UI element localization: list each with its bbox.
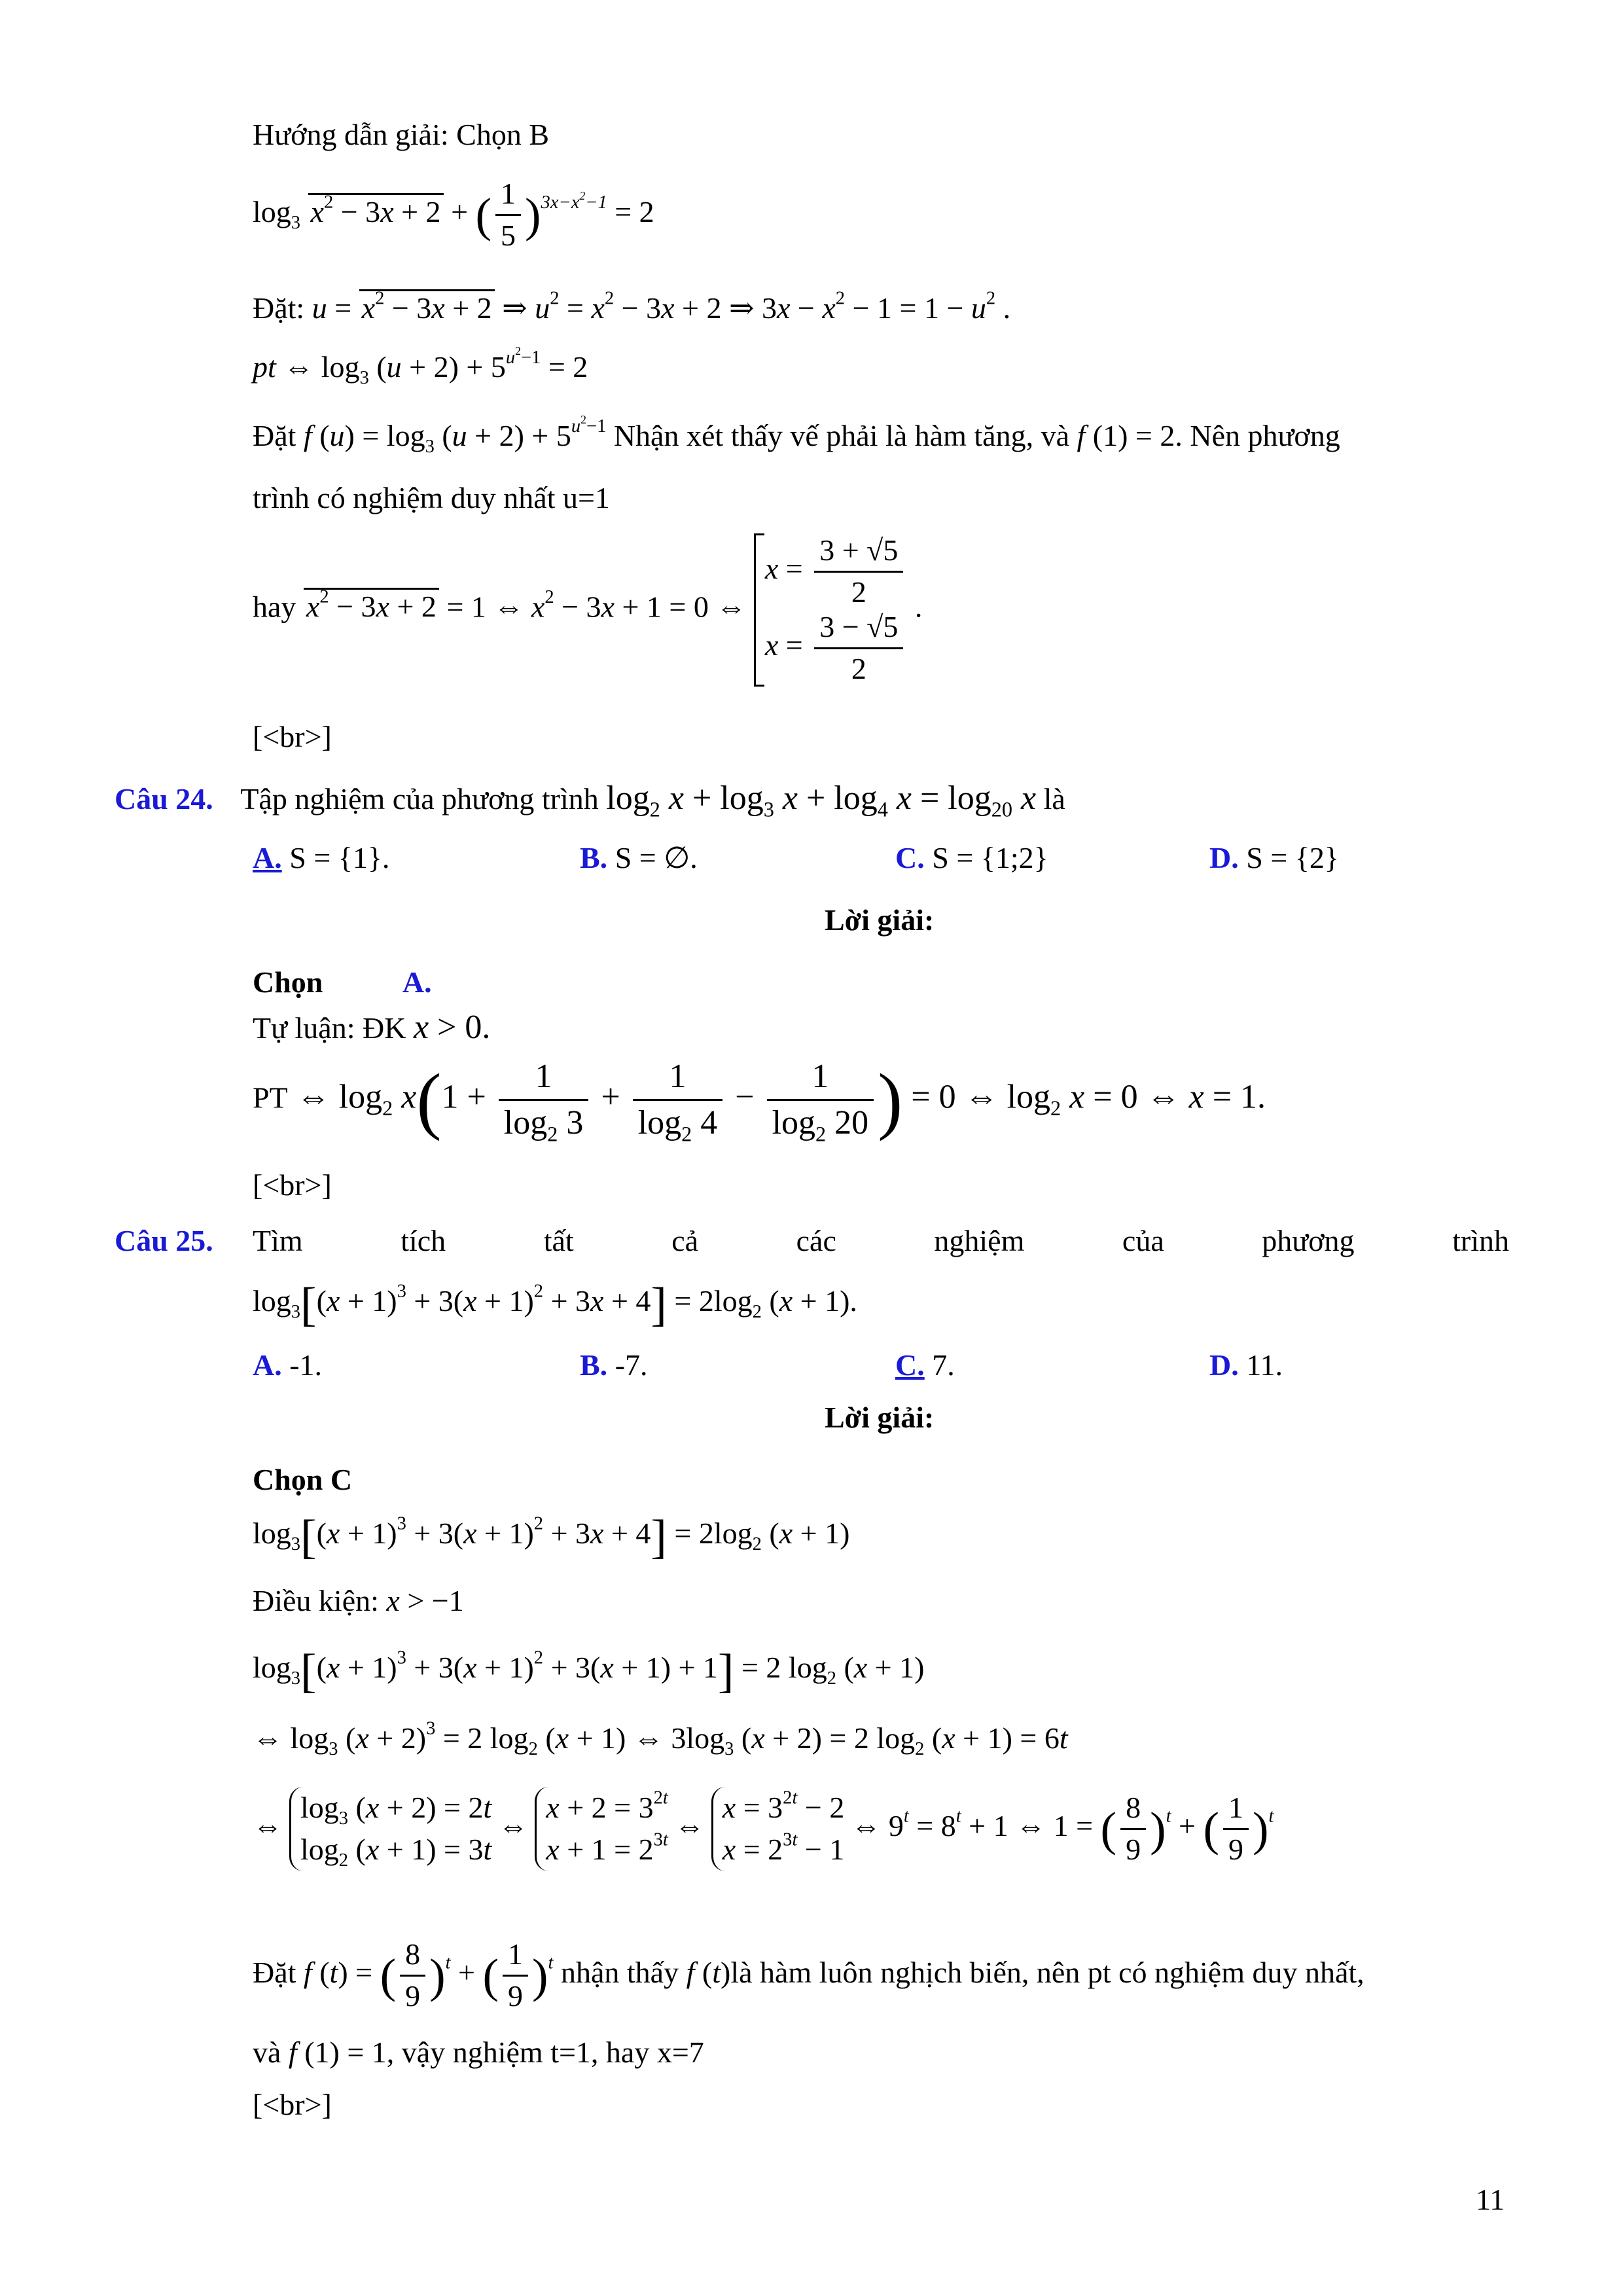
- vay-text: , vậy nghiệm t=1, hay x=7: [386, 2036, 704, 2069]
- option-letter: B.: [580, 841, 608, 874]
- tuluan-label: Tự luận: ĐK: [253, 1011, 406, 1045]
- option-d: [1209, 1348, 1283, 1383]
- option-d: [1209, 841, 1339, 876]
- rest-text: là hàm luôn nghịch biến, nên pt có nghiệm duy nhất,: [730, 1955, 1364, 1989]
- option-b: [580, 841, 698, 876]
- remark-text: Nhận xét thấy vế phải là hàm tăng, và: [613, 419, 1069, 452]
- question-24: Câu 24. Tập nghiệm của phương trình $\log_2 x + \log_3 x + \log_4 x = \log_{20} x$ là: [115, 780, 1065, 821]
- question-25-stem: [253, 1224, 1509, 1259]
- option-letter: D.: [1209, 841, 1239, 874]
- option-c: [895, 841, 1048, 876]
- step-3-system: ⇔ $\log_3 (x + 2) = 2t$ $\log_2 (x + 1) = 3t$ ⇔ $x + 2 = 3^{2t}$ $x + 1 = 2^{3t}$ ⇔ $x = 3^{2t} - 2$ $x = 2^{3t} - 1$ ⇔ $9^t = 8^t + 1$ ⇔ 1 = ( $\frac{8}{9}$ )$^t$ + ( $\frac{1}{9}$ )$^t$: [253, 1787, 1274, 1871]
- equation-pt: pt ⇔ $\log_3 (u + 2) + 5^{u^2-1} = 2$: [253, 344, 588, 388]
- question-number: Câu 24.: [115, 782, 213, 816]
- question-stem-end: là: [1043, 782, 1065, 816]
- question-stem: Tập nghiệm của phương trình: [240, 782, 599, 816]
- stem-word: nghiệm: [934, 1224, 1025, 1257]
- stem-word: của: [1122, 1224, 1164, 1257]
- stem-word: Tìm: [253, 1224, 303, 1257]
- option-letter: B.: [580, 1348, 608, 1382]
- conclusion: và f (1) = 1, vậy nghiệm t=1, hay x=7: [253, 2036, 704, 2069]
- option-text: 11.: [1246, 1348, 1283, 1382]
- equation-1: $\log_3 x^2 - 3x + 2$ + ( $\frac{1}{5}$ )$^{3x-x^2-1}$ = 2: [253, 177, 654, 252]
- pt-label: PT: [253, 1081, 288, 1115]
- option-text: S = {1}.: [289, 841, 390, 874]
- condition-line: Điều kiện: x > −1: [253, 1584, 464, 1617]
- question-number-overlay: Câu 25.: [115, 1224, 213, 1257]
- remark-continued: trình có nghiệm duy nhất u=1: [253, 481, 610, 514]
- answer-choice: [253, 965, 432, 1000]
- stem-word: phương: [1262, 1224, 1355, 1257]
- final-equation: hay $x^2 - 3x + 2 = 1$ ⇔ $x^2 - 3x + 1 = 0$ ⇔ x = $\frac{3 + √5}{2}$ x = $\frac{3 - √5}{2}$ .: [253, 533, 923, 685]
- function-definition: Đặt f (t) = ( $\frac{8}{9}$ )$^t$ + ( $\frac{1}{9}$ )$^t$ nhận thấy f (t)là hàm luôn nghịch biến, nên pt có nghiệm duy nhất,: [253, 1937, 1364, 2013]
- chon-label: Chọn: [253, 965, 323, 999]
- step-2: ⇔ $\log_3 (x + 2)^3 = 2$ $\log_2 (x + 1)$ ⇔ $3\log_3$ (x + 2) = 2 $\log_2 (x + 1) = 6t$: [253, 1718, 1068, 1759]
- option-letter: A.: [253, 841, 282, 874]
- stem-word: các: [796, 1224, 836, 1257]
- chon-value: A.: [402, 965, 432, 999]
- va-label: và: [253, 2036, 281, 2069]
- remark-text-2: . Nên phương: [1175, 419, 1340, 452]
- equation-restate: $\log_3[(x + 1)^3 + 3(x + 1)^2 + 3x + 4] = 2\log_2$ (x + 1): [253, 1509, 850, 1563]
- option-text: -7.: [615, 1348, 648, 1382]
- nhanthay-label: nhận thấy: [560, 1955, 679, 1989]
- break-marker: [<br>]: [253, 720, 332, 753]
- answer-choice: Chọn C: [253, 1463, 353, 1496]
- function-definition: Đặt f $(u) = \log_3 (u + 2) + 5^{u^2-1}$ Nhận xét thấy vế phải là hàm tăng, và f (1) = 2. Nên phương: [253, 412, 1340, 457]
- stem-word: cả: [671, 1224, 699, 1257]
- page-number: 11: [1476, 2183, 1505, 2216]
- option-c: [895, 1348, 955, 1383]
- condition-line: Tự luận: ĐK x > 0.: [253, 1009, 491, 1046]
- substitution-line: Đặt: $u = x^2 - 3x + 2$ ⇒ $u^2 = x^2 - 3x + 2$ ⇒ $3x - x^2 - 1 = 1 - u^2$ .: [253, 288, 1011, 325]
- pt-label: pt: [253, 350, 276, 384]
- dieukien-label: Điều kiện:: [253, 1584, 379, 1617]
- option-letter: D.: [1209, 1348, 1239, 1382]
- solution-title: Lời giải:: [825, 1401, 935, 1434]
- option-a: [253, 841, 389, 876]
- stem-word: tích: [401, 1224, 446, 1257]
- option-text: 7.: [932, 1348, 955, 1382]
- break-marker: [<br>]: [253, 2088, 332, 2121]
- option-text: S = {1;2}: [932, 841, 1048, 874]
- question-25-equation: $\log_3[(x + 1)^3 + 3(x + 1)^2 + 3x + 4] = 2\log_2$ (x + 1).: [253, 1277, 857, 1331]
- solution-heading: Hướng dẫn giải: Chọn B: [253, 118, 550, 151]
- option-a: [253, 1348, 322, 1383]
- break-marker: [<br>]: [253, 1168, 332, 1202]
- stem-word: tất: [543, 1224, 574, 1257]
- option-letter: A.: [253, 1348, 282, 1382]
- option-text: S = ∅.: [615, 841, 698, 874]
- option-letter: C.: [895, 841, 925, 874]
- stem-word: trình: [1452, 1224, 1509, 1257]
- pt-transform: PT ⇔ $\log_2 x(1$ + $\frac{1}{\log_2 3}$ + $\frac{1}{\log_2 4}$ − $\frac{1}{\log_2 20}$ ) = 0 ⇔ $\log_2 x = 0$ ⇔ x = 1.: [253, 1058, 1266, 1146]
- option-text: S = {2}: [1246, 841, 1339, 874]
- option-text: -1.: [289, 1348, 323, 1382]
- dat-label: Đặt: [253, 1955, 296, 1989]
- solution-title: Lời giải:: [825, 903, 935, 937]
- option-letter: C.: [895, 1348, 925, 1382]
- hay-label: hay: [253, 590, 296, 624]
- step-1: $\log_3[(x + 1)^3 + 3(x + 1)^2 + 3(x + 1) + 1] = 2$ $\log_2 (x + 1)$: [253, 1643, 925, 1697]
- dat-label: Đặt:: [253, 291, 305, 325]
- option-b: [580, 1348, 648, 1383]
- dat-label-2: Đặt: [253, 419, 296, 452]
